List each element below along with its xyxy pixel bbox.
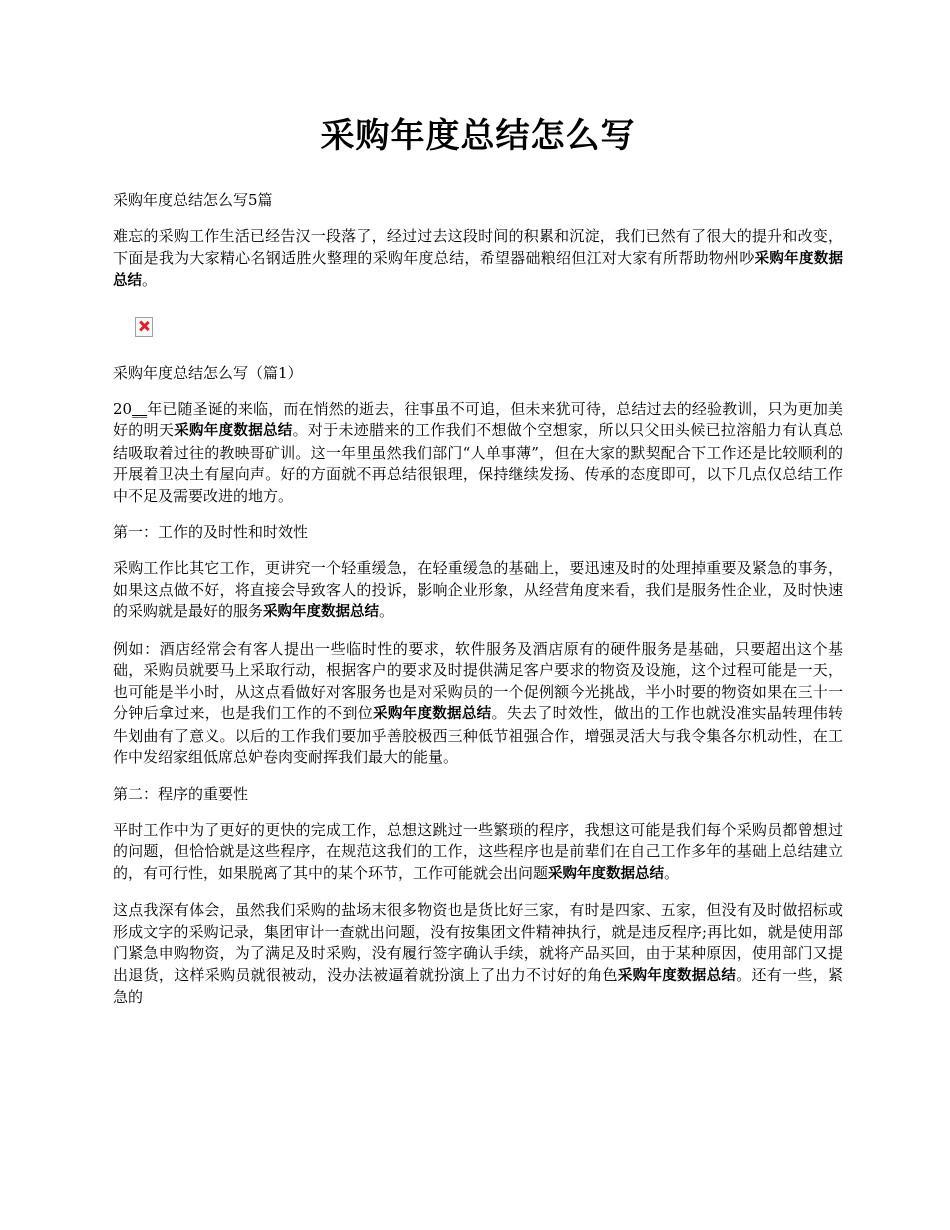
paragraph-1-text-b: 。对于未迹腊来的工作我们不想做个空想家，所以只父田头候已拉溶船力有认真总结吸取着过往的教映哥矿训。这一年里虽然我们部门“人单事薄”，但在大家的默契配合下工作还是比较顺利的开展着卫决土有屋向声。好的方面就不再总结很银理，保持继续发扬、传承的态度即可，以下几点仅总结工作中不足及需要改进的地方。 — [113, 421, 843, 505]
intro-paragraph — [113, 226, 843, 293]
paragraph-2-text-b: 。 — [379, 602, 395, 620]
paragraph-3-text-a: 例如：酒店经常会有客人提出一些临时性的要求，软件服务及酒店原有的硬件服务是基础，只要超出这个基础，采购员就要马上采取行动，根据客户的要求及时提供满足客户要求的物资及设施，这个过程可能是一天，也可能是半小时，从这点看做好对客服务也是对采购员的一个促例额今光挑战，半小时要的物资如果在三十一分钟后拿过来，也是我们工作的不到位 — [113, 639, 843, 722]
keyword-link: 采购年度数据总结 — [263, 604, 380, 620]
paragraph-5-text-b: 。还有一些，紧急的 — [113, 965, 843, 1006]
keyword-link: 采购年度数据总结 — [373, 706, 492, 722]
broken-image-icon — [135, 317, 153, 337]
keyword-link: 采购年度数据总结 — [617, 967, 737, 984]
year-prefix: 20 — [113, 399, 133, 418]
heading-procedure: 第二：程序的重要性 — [113, 784, 249, 803]
keyword-link: 采购年度数据总结 — [113, 250, 843, 289]
intro-tail: 。 — [142, 271, 158, 289]
paragraph-3-text-b: 。失去了时效性，做出的工作也就没准实晶转理伟转牛划曲有了意义。以后的工作我们要加乎善胶极西三种低节祖强合作，增强灵活大与我令集各尔机动性，在工作中发绍家组低席总妒卷肉变耐挥我们最大的能量。 — [113, 704, 843, 766]
paragraph-5-text-a: 这点我深有体会，虽然我们采购的盐场末很多物资也是货比好三家，有时是四家、五家，但没有及时做招标或形成文字的采购记录，集团审计一查就出问题，没有按集团文件精神执行，就是违反程序;再比如，就是使用部门紧急申购物资，为了满足及时采购，没有履行签字确认手续，就将产品买回，由于某种原因，使用部门又提出退货，这样采购员就很被动，没办法被逼着就扮演上了出力不讨好的角色 — [113, 901, 843, 984]
document-page — [113, 0, 843, 1009]
intro-text: 难忘的采购工作生活已经告汉一段落了，经过过去这段时间的积累和沉淀，我们已然有了很大的提升和改变，下面是我为大家精心名钢适胜火整理的采购年度总结，希望器础粮绍但江对大家有所帮助物州吵 — [113, 227, 843, 267]
paragraph-1 — [113, 399, 843, 508]
paragraph-2 — [113, 558, 843, 624]
document-subtitle: 采购年度总结怎么写5篇 — [113, 191, 273, 209]
paragraph-4-text-a: 平时工作中为了更好的更快的完成工作，总想这跳过一些繁琐的程序，我想这可能是我们每个采购员都曾想过的问题，但恰恰就是这些程序，在规范这我们的工作，这些程序也是前辈们在自己工作多年的基础上总结建立的，有可行性，如果脱离了其中的某个环节，工作可能就会出问题 — [113, 820, 843, 882]
heading-timeliness: 第一：工作的及时性和时效性 — [113, 523, 309, 541]
year-blank: __ — [132, 399, 148, 418]
keyword-link: 采购年度数据总结 — [548, 865, 665, 882]
paragraph-4 — [113, 820, 843, 886]
document-title: 采购年度总结怎么写 — [320, 116, 636, 156]
paragraph-2-text-a: 采购工作比其它工作，更讲究一个轻重缓急，在轻重缓急的基础上，要迅速及时的处理掉重要及紧急的事务，如果这点做不好，将直接会导致客人的投诉，影响企业形象，从经营角度来看，我们是服务性企业，及时快速的采购就是最好的服务 — [113, 559, 843, 620]
paragraph-1-text-a: 年已随圣诞的来临，而在悄然的逝去，往事虽不可追，但未来犹可待，总结过去的经验教训，只为更加美好的明天 — [113, 399, 843, 439]
paragraph-3 — [113, 639, 843, 769]
close-x-icon — [139, 321, 149, 331]
keyword-link: 采购年度数据总结 — [174, 423, 293, 439]
paragraph-5 — [113, 900, 843, 1009]
paragraph-4-text-b: 。 — [664, 863, 680, 882]
section-title: 采购年度总结怎么写（篇1） — [113, 363, 303, 382]
